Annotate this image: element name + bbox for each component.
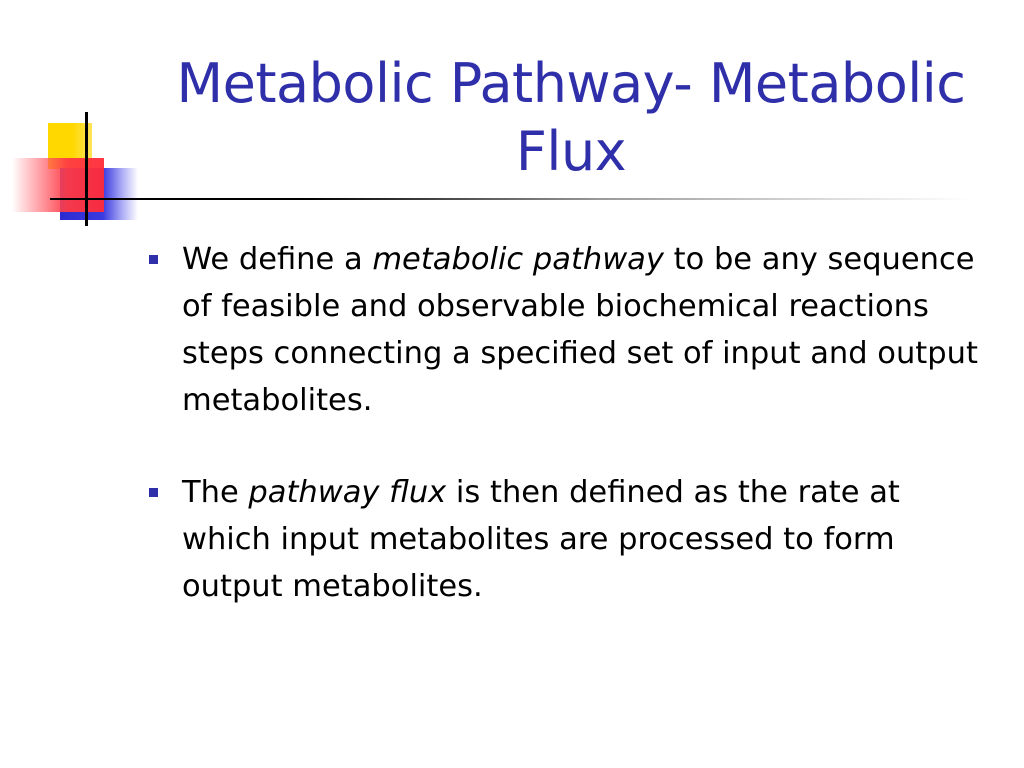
ornament-red-square [12,158,104,212]
bullet-text-before: The [182,475,249,510]
bullet-item-pathway-flux [146,469,996,610]
bullet-item-metabolic-pathway [146,236,996,424]
slide-body [146,236,996,655]
bullet-text-after: is then defined as the rate at which input metabolites are processed to form output metabolites. [182,475,900,604]
title-underline-rule [50,198,970,200]
bullet-emphasis: pathway flux [248,475,447,510]
bullet-text-after: to be any sequence of feasible and observable biochemical reactions steps connecting a specified set of input and output metabolites. [182,242,978,418]
slide-title: Metabolic Pathway- Metabolic Flux [176,52,966,183]
bullet-text-before: We define a [182,242,373,277]
ornament-vertical-line [85,112,88,226]
bullet-square-icon [149,255,158,264]
bullet-emphasis: metabolic pathway [372,242,664,277]
bullet-square-icon [149,488,158,497]
